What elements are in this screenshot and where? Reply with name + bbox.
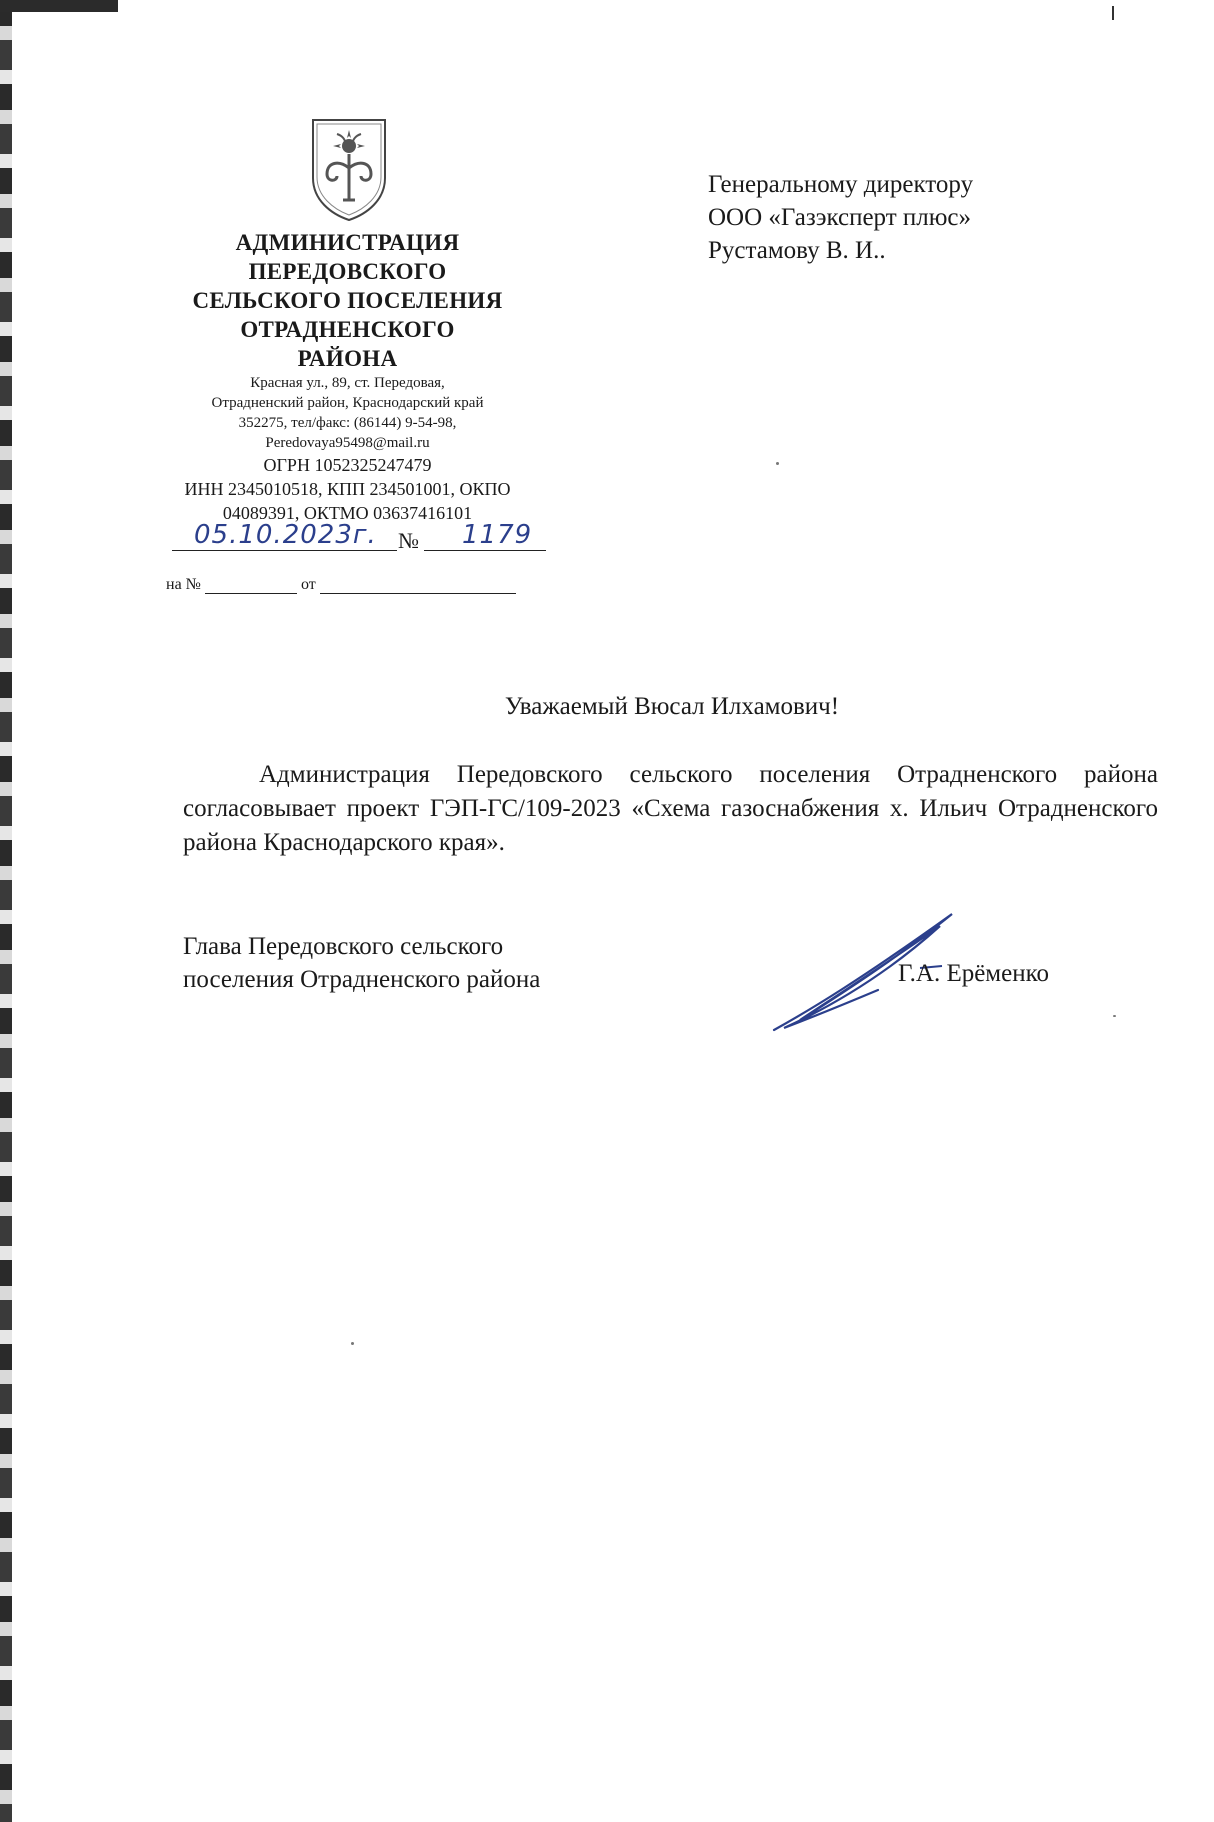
organization-name-line: РАЙОНА [297, 346, 398, 371]
ref-from-label: от [300, 576, 316, 593]
addressee-line: ООО «Газэксперт плюс» [708, 204, 972, 231]
scan-speck [351, 1342, 354, 1345]
ref-number-label: на № [166, 576, 201, 593]
salutation: Уважаемый Вюсал Илхамович! [504, 693, 840, 720]
phone-line: 352275, тел/факс: (86144) 9-54-98, [238, 415, 457, 431]
organization-name-line: СЕЛЬСКОГО ПОСЕЛЕНИЯ [192, 288, 503, 313]
organization-name-line: ПЕРЕДОВСКОГО [248, 259, 447, 284]
body-paragraph: Администрация Передовского сельского поселения Отрадненского района согласовывает проект ГЭП-ГС/109-2023 «Схема газоснабжения х. Ильич Отрадненского района Краснодарского края». [183, 761, 1158, 856]
outgoing-date-number [172, 520, 546, 556]
number-label: № [398, 528, 419, 553]
addressee-line: Генеральному директору [708, 171, 974, 198]
address-line: Отрадненский район, Краснодарский край [211, 395, 484, 411]
ogrn-text: ОГРН 1052325247479 [263, 455, 432, 475]
ref-date-blank [320, 579, 516, 594]
number-underline [424, 550, 546, 551]
organization-name-line: АДМИНИСТРАЦИЯ [235, 230, 460, 255]
signatory-name: Г.А. Ерёменко [898, 960, 1049, 987]
address-line: Красная ул., 89, ст. Передовая, [250, 375, 445, 391]
scan-speck [776, 462, 779, 465]
addressee-line: Рустамову В. И.. [708, 237, 886, 264]
handwritten-number: 1179 [462, 520, 533, 550]
signatory-title-line: Глава Передовского сельского [183, 933, 504, 960]
scan-binder-edge [0, 0, 12, 1822]
signatory-title-line: поселения Отрадненского района [183, 966, 541, 993]
scan-top-mark [0, 0, 118, 12]
scan-corner-mark [1112, 6, 1114, 20]
coat-of-arms-emblem [307, 116, 391, 222]
date-underline [172, 550, 397, 551]
addressee-block [708, 168, 973, 267]
inn-line: ИНН 2345010518, КПП 234501001, ОКПО [184, 479, 511, 499]
email-text: Peredovaya95498@mail.ru [265, 435, 430, 451]
signatory-title [183, 930, 540, 996]
scan-speck [1113, 1015, 1116, 1017]
handwritten-date: 05.10.2023г. [194, 520, 377, 550]
ref-number-blank [205, 579, 297, 594]
reference-line [166, 576, 516, 594]
okpo-line: 04089391, ОКТМО 03637416101 [222, 503, 473, 523]
letterhead [150, 228, 545, 525]
organization-name-line: ОТРАДНЕНСКОГО [240, 317, 455, 342]
